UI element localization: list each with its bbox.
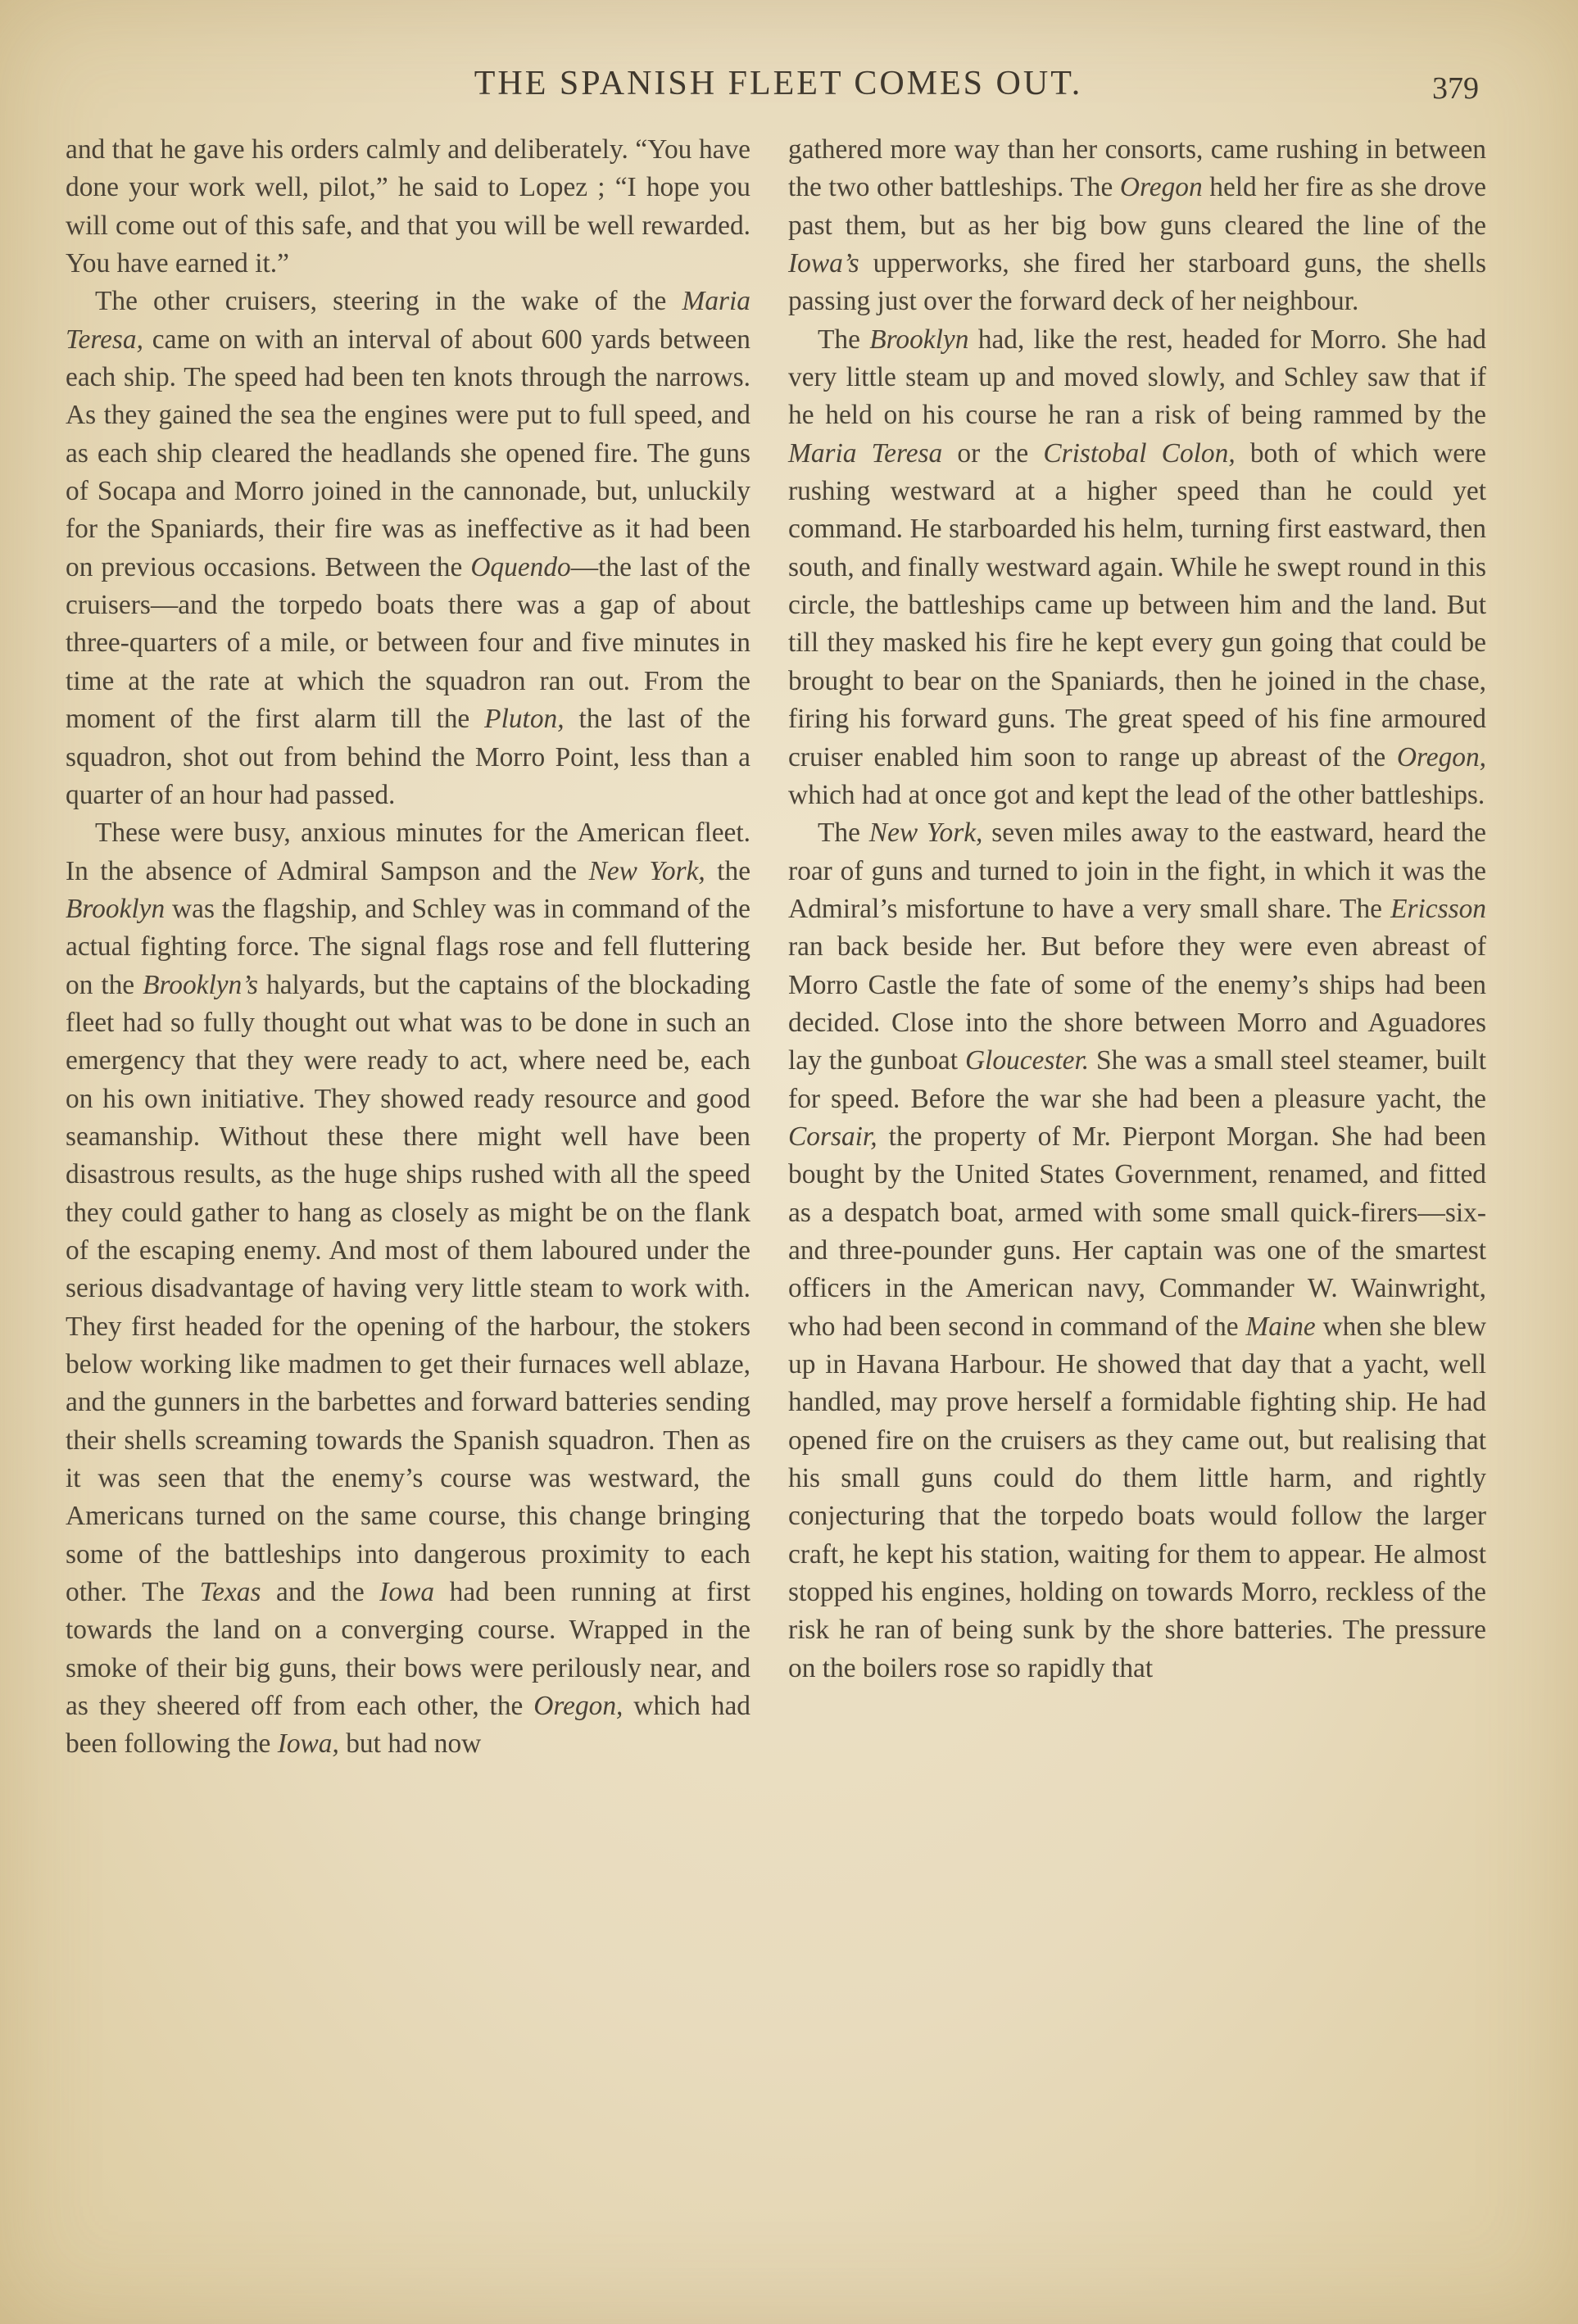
ship-name: Brooklyn: [869, 324, 969, 355]
paragraph: [788, 814, 1486, 1688]
ship-name: Ericsson: [1390, 893, 1486, 924]
text-run: upperworks, she fired her starboard guns, the shells passing just over the forward deck of her neighbour.: [788, 248, 1486, 317]
ship-name: Texas: [199, 1577, 261, 1608]
paragraph: [66, 283, 750, 814]
ship-name: Brooklyn’s: [143, 969, 259, 1000]
text-run: or the: [942, 437, 1044, 469]
text-run: had been running at first towards the land on a converging course. Wrapped in the smoke of their big guns, their bows were perilously near, and as they sheered off from each other, the: [66, 1577, 750, 1722]
text-run: the: [705, 855, 751, 886]
ship-name: Oregon,: [533, 1691, 623, 1722]
text-run: had, like the rest, headed for Morro. She had very little steam up and moved slowly, and Schley saw that if he held on his course he ran a risk of being rammed by the: [788, 324, 1486, 431]
text-run: —the last of the cruisers—and the torpedo boats there was a gap of about three-quarters of a mile, or between four and five minutes in time at the rate at which the squadron ran out. From the moment of the first alarm till the: [66, 551, 750, 735]
text-run: when she blew up in Havana Harbour. He showed that day that a yacht, well handled, may prove herself a formidable fighting ship. He had opened fire on the cruisers as they came out, but realising that his small guns could do them little harm, and rightly conjecturing that the torpedo boats would follow the larger craft, he kept his station, waiting for them to appear. He almost stopped his engines, holding on towards Morro, reckless of the risk he ran of being sunk by the shore batteries. The pressure on the boilers rose so rapidly that: [788, 1311, 1486, 1683]
ship-name: Iowa: [379, 1577, 435, 1608]
text-run: The other cruisers, steering in the wake of the: [95, 286, 682, 317]
text-run: These were busy, anxious minutes for the American fleet. In the absence of Admiral Sampson and the: [66, 818, 750, 886]
ship-name: Gloucester.: [964, 1045, 1090, 1076]
ship-name: Oregon: [1119, 172, 1203, 203]
text-run: gathered more way than her consorts, came rushing in between the two other battleships. The: [788, 134, 1486, 203]
ship-name: Cristobal Colon,: [1043, 437, 1236, 469]
text-run: The: [818, 818, 869, 849]
paragraph: [66, 131, 750, 283]
text-run: but had now: [338, 1728, 482, 1760]
ship-name: New York,: [588, 855, 705, 886]
text-run: both of which were rushing westward at a higher speed than he could yet command. He starboarded his helm, turning first eastward, then south, and finally westward again. While he swept round in this circle, the battleships came up between him and the land. But till they masked his fire he kept every gun going that could be brought to bear on the Spaniards, then he joined in the chase, firing his forward guns. The great speed of his fine armoured cruiser enabled him soon to range up abreast of the: [788, 437, 1486, 772]
text-run: ran back beside her. But before they were even abreast of Morro Castle the fate of some of the enemy’s ships had been decided. Close into the shore between Morro and Aguadores lay the gunboat: [788, 931, 1486, 1076]
text-run: The: [818, 324, 870, 355]
ship-name: Iowa,: [277, 1728, 339, 1760]
text-run: which had been following the: [66, 1691, 750, 1760]
text-run: came on with an interval of about 600 yards between each ship. The speed had been ten knots through the narrows. As they gained the sea the engines were put to full speed, and as each ship cleared the headlands she opened fire. The guns of Socapa and Morro joined in the cannonade, but, unluckily for the Spaniards, their fire was as ineffective as it had been on previous occasions. Between the: [66, 324, 750, 582]
page-number: 379: [1432, 71, 1479, 106]
text-run: seven miles away to the eastward, heard the roar of guns and turned to join in the fight, in which it was the Admiral’s misfortune to have a very small share. The: [788, 818, 1486, 924]
paragraph: [788, 321, 1486, 814]
ship-name: Oquendo: [470, 551, 571, 582]
paragraph: [788, 131, 1486, 321]
ship-name: Corsair,: [788, 1121, 877, 1152]
running-head: THE SPANISH FLEET COMES OUT.: [474, 65, 1083, 102]
ship-name: Pluton,: [484, 704, 565, 735]
text-run: and the: [261, 1577, 380, 1608]
ship-name: Maria Teresa: [788, 437, 943, 469]
text-run: She was a small steel steamer, built for speed. Before the war she had been a pleasure yacht, the: [788, 1045, 1486, 1114]
text-run: held her fire as she drove past them, but as her big bow guns cleared the line of the: [788, 172, 1486, 241]
left-column: [66, 131, 750, 1764]
ship-name: New York,: [868, 818, 983, 849]
paragraph: [66, 814, 750, 1764]
text-run: halyards, but the captains of the blockading fleet had so fully thought out what was to be done in such an emergency that they were ready to act, where need be, each on his own initiative. They showed ready resource and good seamanship. Without these there might well have been disastrous results, as the huge ships rushed with all the speed they could gather to hang as closely as might be on the flank of the escaping enemy. And most of them laboured under the serious disadvantage of having very little steam to work with. They first headed for the opening of the harbour, the stokers below working like madmen to get their furnaces well ablaze, and the gunners in the barbettes and forward batteries sending their shells screaming towards the Spanish squadron. Then as it was seen that the enemy’s course was westward, the Americans turned on the same course, this change bringing some of the battleships into dangerous proximity to each other. The: [66, 969, 751, 1608]
text-run: which had at once got and kept the lead of the other battleships.: [788, 779, 1485, 810]
text-run: was the flagship, and Schley was in command of the actual fighting force. The signal flags rose and fell fluttering on the: [66, 893, 750, 1000]
ship-name: Oregon,: [1396, 741, 1486, 772]
ship-name: Maria Teresa,: [66, 286, 750, 355]
ship-name: Maine: [1245, 1311, 1316, 1342]
ship-name: Brooklyn: [66, 893, 166, 924]
text-run: the property of Mr. Pierpont Morgan. She had been bought by the United States Government, renamed, and fitted as a despatch boat, armed with some small quick-firers—six- and three-pounder guns. Her captain was one of the smartest officers in the American navy, Commander W. Wainwright, who had been second in command of the: [788, 1121, 1486, 1342]
text-run: the last of the squadron, shot out from behind the Morro Point, less than a quarter of an hour had passed.: [66, 704, 751, 810]
ship-name: Iowa’s: [788, 248, 859, 279]
text-run: and that he gave his orders calmly and deliberately. “You have done your work well, pilot,” he said to Lopez ; “I hope you will come out of this safe, and that you will be well rewarded. You have earned it.”: [66, 134, 750, 279]
right-column: [788, 131, 1486, 1688]
